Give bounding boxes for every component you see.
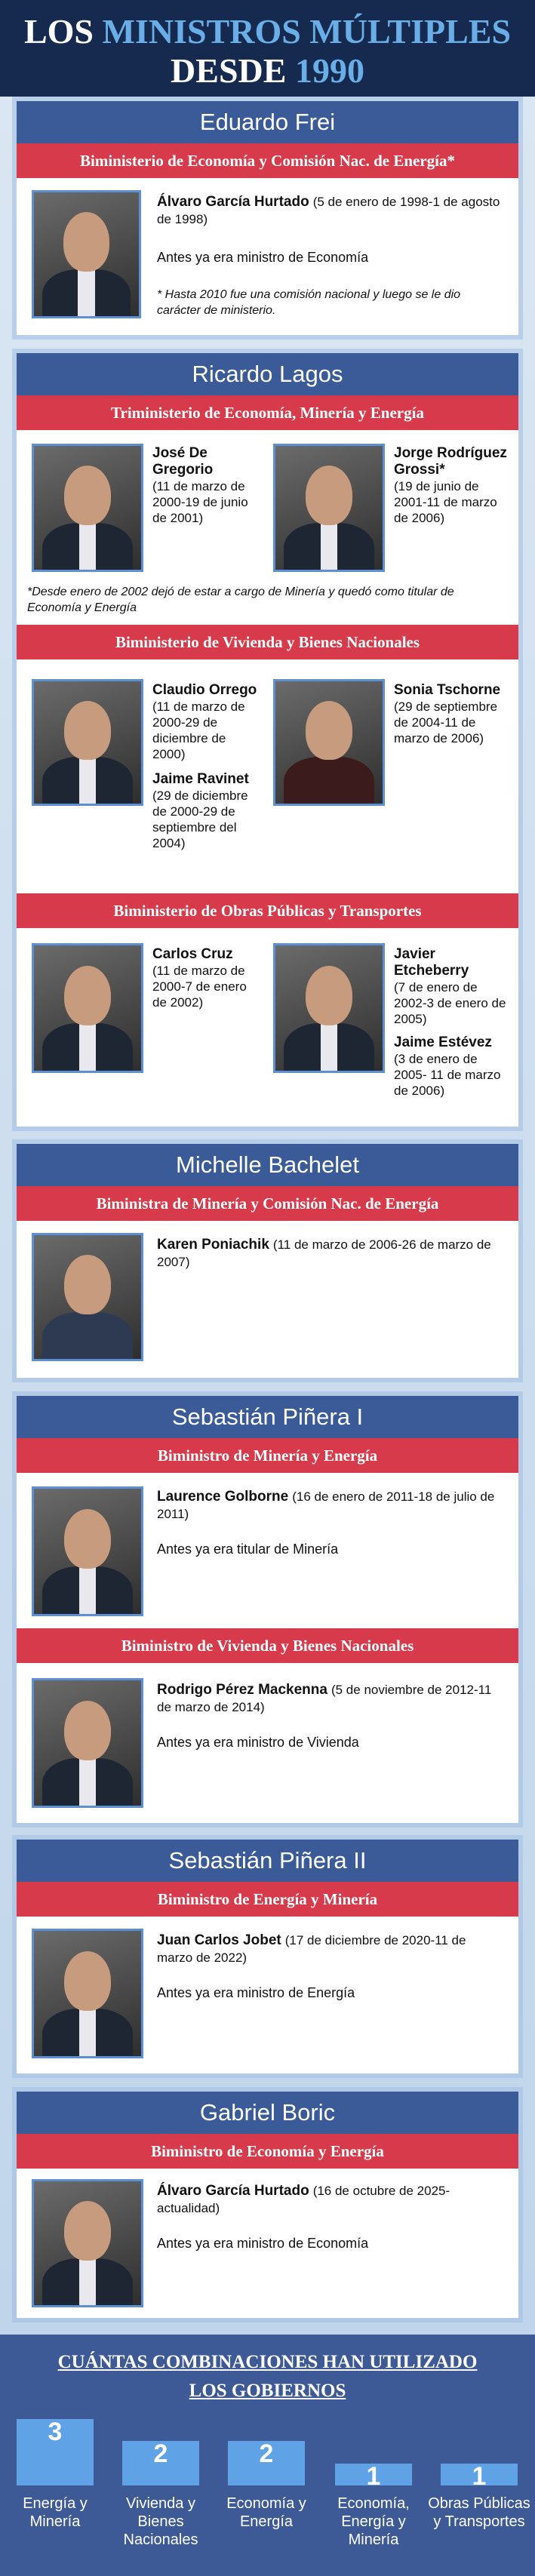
ministry-band: Biministerio de Vivienda y Bienes Nacionales [17, 625, 518, 659]
portrait-photo [32, 1486, 143, 1616]
person-name: Rodrigo Pérez Mackenna [157, 1682, 327, 1698]
person-name: Sonia Tschorne [394, 682, 501, 698]
portrait-photo [273, 943, 385, 1073]
person-dates: (5 de enero de 1998-1 de agosto de 1998) [157, 195, 500, 226]
portrait-photo [32, 679, 143, 806]
portrait-photo [32, 1233, 143, 1361]
person-name: Laurence Golborne [157, 1489, 289, 1505]
before-note: Antes ya era ministro de Economía [157, 2236, 369, 2251]
bar-value-label: 1 [366, 2462, 381, 2491]
card-pinera-2 [17, 1840, 518, 2073]
footnote: * Hasta 2010 fue una comisión nacional y luego se le dio carácter de ministerio. [157, 288, 461, 317]
person-name: Jaime Estévez [394, 1034, 492, 1050]
stats-section [0, 2335, 535, 2576]
card-bachelet [17, 1144, 518, 1378]
stats-title-2: LOS GOBIERNOS [189, 2381, 346, 2401]
person-name: Álvaro García Hurtado [157, 194, 309, 210]
bar-value-label: 2 [153, 2439, 168, 2468]
person-dates: (29 de diciembre de 2000-29 de septiembre del 2004) [152, 788, 248, 850]
card-title: Sebastián Piñera I [17, 1396, 518, 1438]
before-note: Antes ya era ministro de Vivienda [157, 1735, 359, 1750]
person-dates: (3 de enero de 2005- 11 de marzo de 2006) [394, 1052, 501, 1098]
card-title: Michelle Bachelet [17, 1144, 518, 1186]
person-name: Carlos Cruz [152, 946, 233, 962]
person-dates: (7 de enero de 2002-3 de enero de 2005) [394, 980, 506, 1026]
portrait-photo [32, 190, 141, 318]
person-name: Javier Etcheberry [394, 946, 469, 979]
category-label: Obras Públicas y Transportes [428, 2495, 530, 2530]
ministry-band: Triministerio de Economía, Minería y Energía [17, 395, 518, 430]
category-label: Vivienda y Bienes Nacionales [123, 2495, 198, 2548]
before-note: Antes ya era ministro de Energía [157, 1985, 355, 2000]
person-dates: (29 de septiembre de 2004-11 de marzo de 2006) [394, 699, 498, 745]
person-dates: (11 de marzo de 2000-7 de enero de 2002) [152, 964, 247, 1010]
title-pre: LOS [23, 12, 103, 51]
card-title: Ricardo Lagos [17, 353, 518, 395]
ministry-band: Biministerio de Obras Públicas y Transportes [17, 893, 518, 928]
stats-title-1: CUÁNTAS COMBINACIONES HAN UTILIZADO [57, 2352, 478, 2372]
category-label: Economía y Energía [226, 2495, 306, 2530]
title-line2: DESDE [171, 51, 295, 90]
card-title: Eduardo Frei [17, 101, 518, 143]
portrait-photo [32, 1678, 143, 1808]
person-dates: (19 de junio de 2001-11 de marzo de 2006) [394, 479, 497, 525]
card-boric [17, 2092, 518, 2318]
card-pinera-1 [17, 1396, 518, 1823]
before-note: Antes ya era ministro de Economía [157, 250, 369, 265]
bar-value-label: 1 [472, 2462, 487, 2491]
category-label: Economía, Energía y Minería [337, 2495, 410, 2548]
category-label: Energía y Minería [23, 2495, 88, 2530]
person-dates: (11 de marzo de 2006-26 de marzo de 2007) [157, 1237, 491, 1269]
card-lagos [17, 353, 518, 1127]
title-accent: MINISTROS MÚLTIPLES [102, 12, 512, 51]
ministry-band: Biministerio de Economía y Comisión Nac. de Energía* [17, 143, 518, 178]
page-header [0, 0, 535, 97]
portrait-photo [32, 444, 143, 572]
person-name: Jorge Rodríguez Grossi* [394, 445, 507, 478]
footnote: *Desde enero de 2002 dejó de estar a cargo de Minería y quedó como titular de Economía y Energía [27, 586, 454, 614]
person-dates: (11 de marzo de 2000-29 de diciembre de 2000) [152, 699, 245, 761]
person-dates: (11 de marzo de 2000-19 de junio de 2001) [152, 479, 248, 525]
person-name: Karen Poniachik [157, 1237, 269, 1253]
ministry-band: Biministro de Energía y Minería [17, 1882, 518, 1917]
person-dates: (16 de enero de 2011-18 de julio de 2011) [157, 1489, 495, 1521]
person-name: Jaime Ravinet [152, 771, 249, 787]
person-dates: (16 de octubre de 2025-actualidad) [157, 2184, 450, 2215]
ministry-band: Biministro de Economía y Energía [17, 2134, 518, 2169]
title-year: 1990 [294, 51, 364, 90]
bar-value-label: 3 [48, 2418, 63, 2446]
bar-value-label: 2 [259, 2439, 274, 2468]
card-title: Gabriel Boric [17, 2092, 518, 2134]
person-dates: (5 de noviembre de 2012-11 de marzo de 2014) [157, 1683, 492, 1714]
person-name: Álvaro García Hurtado [157, 2183, 309, 2199]
ministry-band: Biministro de Minería y Energía [17, 1438, 518, 1473]
portrait-photo [273, 679, 385, 806]
ministry-band: Biministro de Vivienda y Bienes Nacionales [17, 1628, 518, 1663]
ministry-band: Biministra de Minería y Comisión Nac. de Energía [17, 1186, 518, 1221]
person-name: José De Gregorio [152, 445, 214, 478]
portrait-photo [32, 943, 143, 1073]
before-note: Antes ya era titular de Minería [157, 1542, 339, 1557]
portrait-photo [273, 444, 385, 572]
portrait-photo [32, 2179, 143, 2307]
portrait-photo [32, 1929, 143, 2058]
person-dates: (17 de diciembre de 2020-11 de marzo de 2022) [157, 1933, 466, 1965]
person-name: Claudio Orrego [152, 682, 257, 698]
card-title: Sebastián Piñera II [17, 1840, 518, 1882]
card-frei [17, 101, 518, 335]
person-name: Juan Carlos Jobet [157, 1932, 281, 1948]
